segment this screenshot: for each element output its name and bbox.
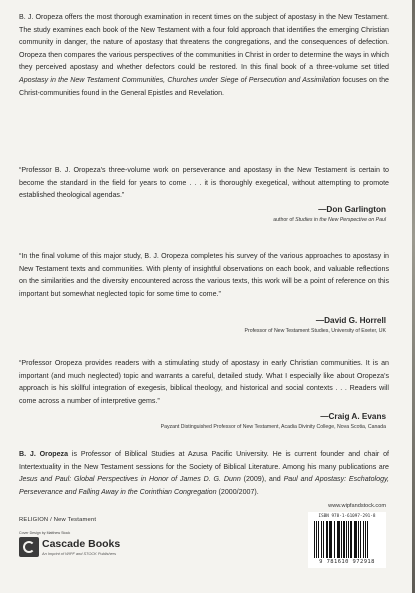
endorsement-author-1: —Don Garlington	[318, 205, 386, 214]
isbn-barcode	[308, 512, 386, 568]
barcode-stripe	[355, 521, 356, 558]
category-label: RELIGION / New Testament	[19, 517, 97, 523]
publisher-name: Cascade Books	[42, 538, 121, 550]
endorsement-role-3: Payzant Distinguished Professor of New Testament, Acadia Divinity College, Nova Scotia, Canada	[160, 424, 386, 430]
endorsement-author-3: —Craig A. Evans	[320, 412, 386, 421]
barcode-stripe	[346, 521, 347, 558]
barcode-stripe	[358, 521, 359, 558]
barcode-stripe	[318, 521, 319, 558]
barcode-digits: 9 781610 972918	[319, 559, 375, 565]
barcode-stripe	[316, 521, 317, 558]
barcode-stripe	[326, 521, 328, 558]
author-bio: B. J. Oropeza is Professor of Biblical Studies at Azusa Pacific University. He is current founder and chair of Intertextuality in the New Testament sessions for the Society of Biblical Literature. Among his many publications are Jesus and Paul: Global Perspectives in Honor of James D. G. Dunn (2009), and Paul and Apostasy: Eschatology, Perseverance and Falling Away in the Corinthian Congregation (2000/2007).	[19, 450, 390, 496]
barcode-stripe	[367, 521, 368, 558]
endorsement-quote-2: “In the final volume of this major study, B. J. Oropeza completes his survey of the various approaches to apostasy in New Testament texts and communities. With plenty of insightful observations on each book, and valuable reflections on the similarities and the diversity encountered across the various texts, this work will be a point of reference on this important but somewhat neglected topic for some time to come.”	[19, 252, 389, 298]
endorsement-role-2: Professor of New Testament Studies, University of Exeter, UK	[244, 328, 386, 334]
barcode-stripe	[323, 521, 324, 558]
publisher-logo	[19, 537, 119, 562]
publisher-website: www.wipfandstock.com	[328, 503, 386, 509]
barcode-stripe	[343, 521, 345, 558]
barcode-stripe	[350, 521, 352, 558]
barcode-stripe	[321, 521, 322, 558]
cascade-logo-icon	[19, 537, 39, 557]
barcode-stripe	[360, 521, 361, 558]
book-description: B. J. Oropeza offers the most thorough examination in recent times on the subject of apostasy in the New Testament. The study examines each book of the New Testament with a four fold approach that identifies the emerging Christian community in danger, the nature of apostasy that threatens the congregations, and the consequences of defection. Oropeza then compares the various perspectives of the communities in Christ in order to determine the ways in which they perceived apostasy and whether defectors could be restored. In this final book of a three-volume set titled Apostasy in the New Testament Communities, Churches under Siege of Persecution and Assimilation focuses on the Christ-communities found in the General Epistles and Revelation.	[19, 13, 389, 97]
isbn-number: ISBN 978-1-61097-291-8	[318, 514, 376, 519]
endorsement-quote-3: “Professor Oropeza provides readers with a stimulating study of apostasy in early Christian communities. It is an important (and much neglected) topic and warrants a careful, detailed study. What I especially like about Oropeza's approach is his skillful integration of exegesis, biblical theology, and historical and social contexts . . . Readers will come across a number of interpretive gems.”	[19, 359, 389, 405]
barcode-bars	[314, 521, 380, 558]
barcode-stripe	[365, 521, 366, 558]
barcode-stripe	[334, 521, 335, 558]
barcode-stripe	[341, 521, 342, 558]
cover-design-credit: Cover Design by Matthew Stock	[19, 531, 71, 535]
endorsement-author-2: —David G. Horrell	[315, 316, 386, 325]
publisher-tagline: An Imprint of WIPF and STOCK Publishers	[42, 551, 117, 556]
endorsement-quote-1: “Professor B. J. Oropeza's three-volume work on perseverance and apostasy in the New Testament is certain to become the standard in the field for years to come . . . it is thoroughly exegetical, without attempting to promote established theological agendas.”	[19, 166, 389, 200]
barcode-stripe	[338, 521, 339, 558]
barcode-stripe	[330, 521, 331, 558]
endorsement-role-1: author of Studies in the New Perspective on Paul	[273, 217, 386, 223]
